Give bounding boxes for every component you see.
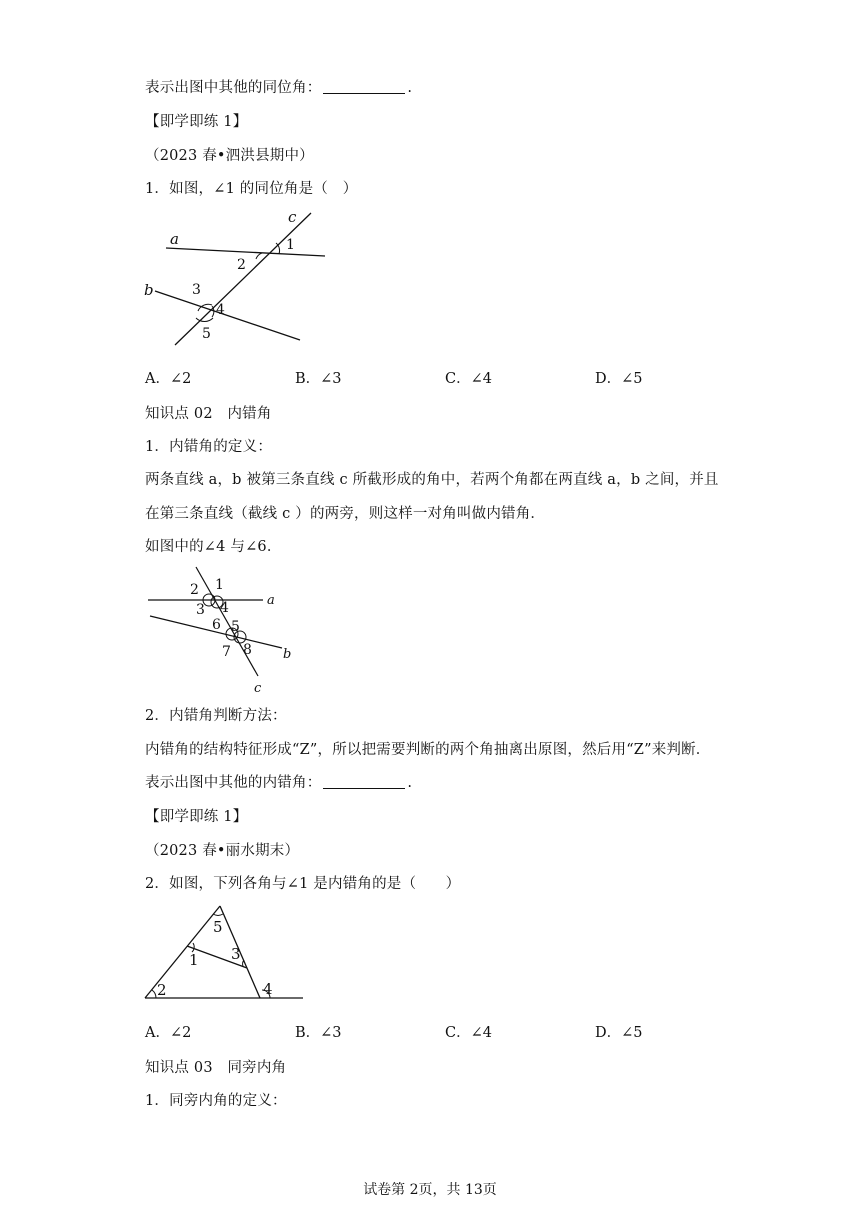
angle-5-label: 5 — [231, 619, 240, 635]
angle-1-label: 1 — [286, 237, 295, 253]
angle-4-label: 4 — [220, 600, 229, 616]
example-line: 如图中的∠4 与∠6． — [145, 539, 282, 555]
label-a: a — [170, 230, 179, 248]
q2-option-d[interactable]: D．∠5 — [595, 1025, 643, 1041]
q2-option-a[interactable]: A．∠2 — [145, 1025, 192, 1041]
period-2: . — [407, 775, 413, 791]
figure-3 — [140, 900, 310, 1005]
angle-3-label: 3 — [231, 945, 241, 963]
angle-1-label: 1 — [215, 577, 224, 593]
angle-6-label: 6 — [212, 617, 221, 633]
figure-1 — [140, 205, 340, 355]
question-2: 2．如图，下列各角与∠1 是内错角的是（ ） — [145, 876, 461, 892]
q2-option-b[interactable]: B．∠3 — [295, 1025, 342, 1041]
label-c: c — [288, 208, 297, 226]
instruction-line-2 — [145, 771, 412, 792]
definition-text-2: 在第三条直线（截线 c ）的两旁，则这样一对角叫做内错角． — [145, 506, 546, 522]
instruction-line — [145, 76, 412, 97]
section-kp03: 知识点 03 同旁内角 — [145, 1060, 287, 1076]
angle-5-label: 5 — [213, 918, 223, 936]
q1-option-a[interactable]: A．∠2 — [145, 371, 192, 387]
angle-2-label: 2 — [237, 257, 246, 273]
angle-5-label: 5 — [202, 326, 211, 342]
angle-2-label: 2 — [190, 582, 199, 598]
label-b: b — [144, 281, 154, 299]
angle-3-label: 3 — [192, 282, 201, 298]
angle-3-label: 3 — [196, 602, 205, 618]
label-c: c — [254, 681, 262, 696]
method-text: 内错角的结构特征形成“Z”，所以把需要判断的两个角抽离出原图，然后用“Z”来判断． — [145, 742, 711, 758]
q2-option-c[interactable]: C．∠4 — [445, 1025, 492, 1041]
angle-7-label: 7 — [222, 644, 231, 660]
definition-heading-3: 1．同旁内角的定义： — [145, 1093, 287, 1109]
answer-blank[interactable] — [323, 79, 405, 94]
q1-option-b[interactable]: B．∠3 — [295, 371, 342, 387]
question-1: 1．如图，∠1 的同位角是（ ） — [145, 181, 358, 197]
label-b: b — [283, 647, 292, 662]
angle-1-label: 1 — [189, 951, 199, 969]
source-line: （2023 春•泗洪县期中） — [145, 148, 314, 164]
practice-heading: 【即学即练 1】 — [145, 114, 248, 130]
angle-4-label: 4 — [216, 302, 225, 318]
figure-2 — [140, 560, 300, 695]
definition-text-1: 两条直线 a，b 被第三条直线 c 所截形成的角中，若两个角都在两直线 a，b 之间，并且 — [145, 472, 719, 488]
practice-heading-2: 【即学即练 1】 — [145, 809, 248, 825]
q1-option-d[interactable]: D．∠5 — [595, 371, 643, 387]
angle-8-label: 8 — [243, 642, 252, 658]
answer-blank-2[interactable] — [323, 774, 405, 789]
section-kp02: 知识点 02 内错角 — [145, 406, 272, 422]
method-heading: 2．内错角判断方法： — [145, 708, 287, 724]
source-line-2: （2023 春•丽水期末） — [145, 843, 300, 859]
instruction-text: 表示出图中其他的同位角： — [145, 80, 322, 96]
q1-option-c[interactable]: C．∠4 — [445, 371, 492, 387]
period: . — [407, 80, 413, 96]
definition-heading: 1．内错角的定义： — [145, 439, 273, 455]
page-footer: 试卷第 2页，共 13页 — [363, 1182, 497, 1198]
angle-4-label: 4 — [263, 980, 273, 998]
label-a: a — [267, 593, 275, 608]
angle-2-label: 2 — [157, 981, 167, 999]
instruction-text-2: 表示出图中其他的内错角： — [145, 775, 322, 791]
